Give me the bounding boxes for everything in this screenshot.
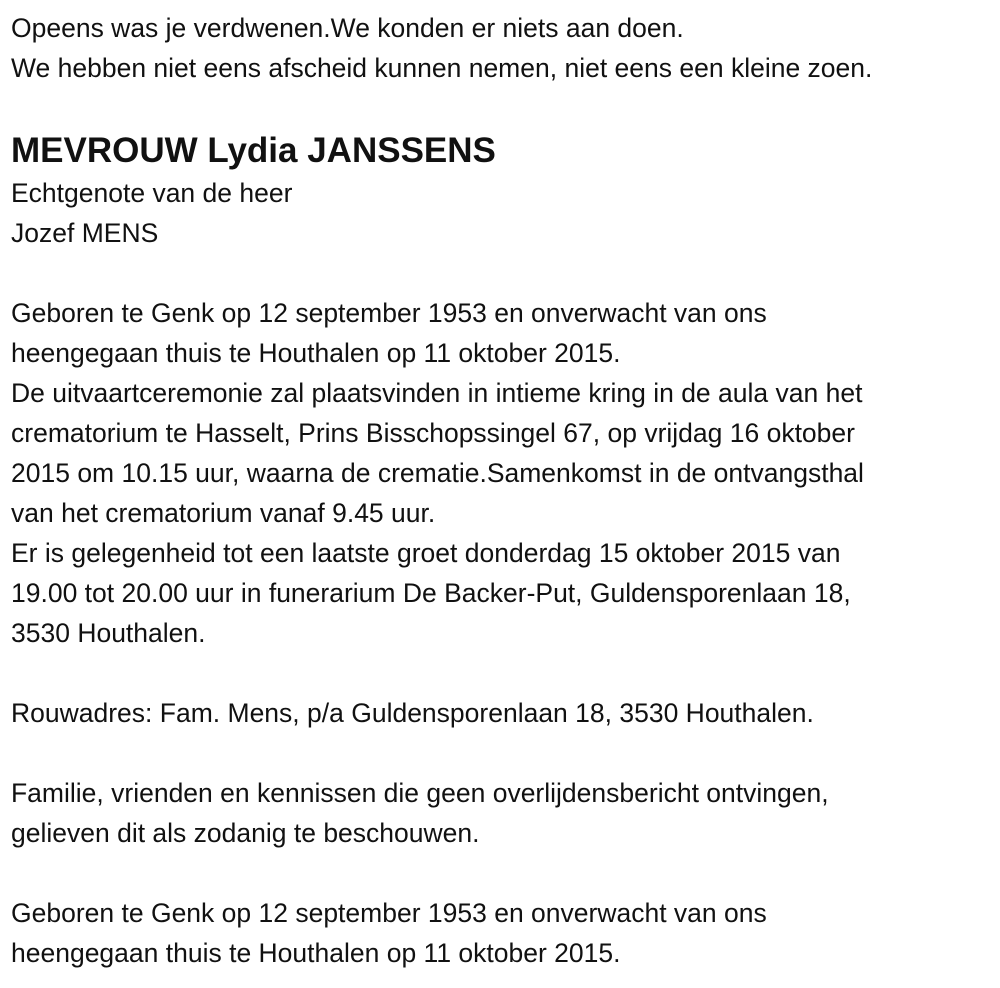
details-line: 19.00 tot 20.00 uur in funerarium De Backer-Put, Guldensporenlaan 18, [11, 578, 851, 608]
spouse-line: Jozef MENS [11, 218, 159, 248]
details-line: Er is gelegenheid tot een laatste groet donderdag 15 oktober 2015 van [11, 538, 841, 568]
notice-line: Familie, vrienden en kennissen die geen overlijdensbericht ontvingen, [11, 778, 829, 808]
details-line: crematorium te Hasselt, Prins Bisschopssingel 67, op vrijdag 16 oktober [11, 418, 855, 448]
details-line: heengegaan thuis te Houthalen op 11 oktober 2015. [11, 338, 621, 368]
details-line: Geboren te Genk op 12 september 1953 en onverwacht van ons [11, 298, 767, 328]
intro-line: Opeens was je verdwenen.We konden er niets aan doen. [11, 13, 684, 43]
obituary-document [11, 8, 996, 973]
details-line: van het crematorium vanaf 9.45 uur. [11, 498, 436, 528]
mourning-address: Rouwadres: Fam. Mens, p/a Guldensporenlaan 18, 3530 Houthalen. [11, 698, 814, 728]
spouse-info [11, 173, 996, 253]
deceased-name: MEVROUW Lydia JANSSENS [11, 131, 496, 170]
notice-line: gelieven dit als zodanig te beschouwen. [11, 818, 480, 848]
closing-paragraph [11, 893, 996, 973]
intro-line: We hebben niet eens afscheid kunnen nemen, niet eens een kleine zoen. [11, 53, 873, 83]
notice-paragraph [11, 773, 996, 853]
details-line: De uitvaartceremonie zal plaatsvinden in intieme kring in de aula van het [11, 378, 863, 408]
details-line: 2015 om 10.15 uur, waarna de crematie.Samenkomst in de ontvangsthal [11, 458, 864, 488]
details-line: 3530 Houthalen. [11, 618, 206, 648]
closing-line: heengegaan thuis te Houthalen op 11 oktober 2015. [11, 938, 621, 968]
intro-verse [11, 8, 996, 88]
details-paragraph [11, 293, 996, 653]
spouse-line: Echtgenote van de heer [11, 178, 293, 208]
closing-line: Geboren te Genk op 12 september 1953 en onverwacht van ons [11, 898, 767, 928]
